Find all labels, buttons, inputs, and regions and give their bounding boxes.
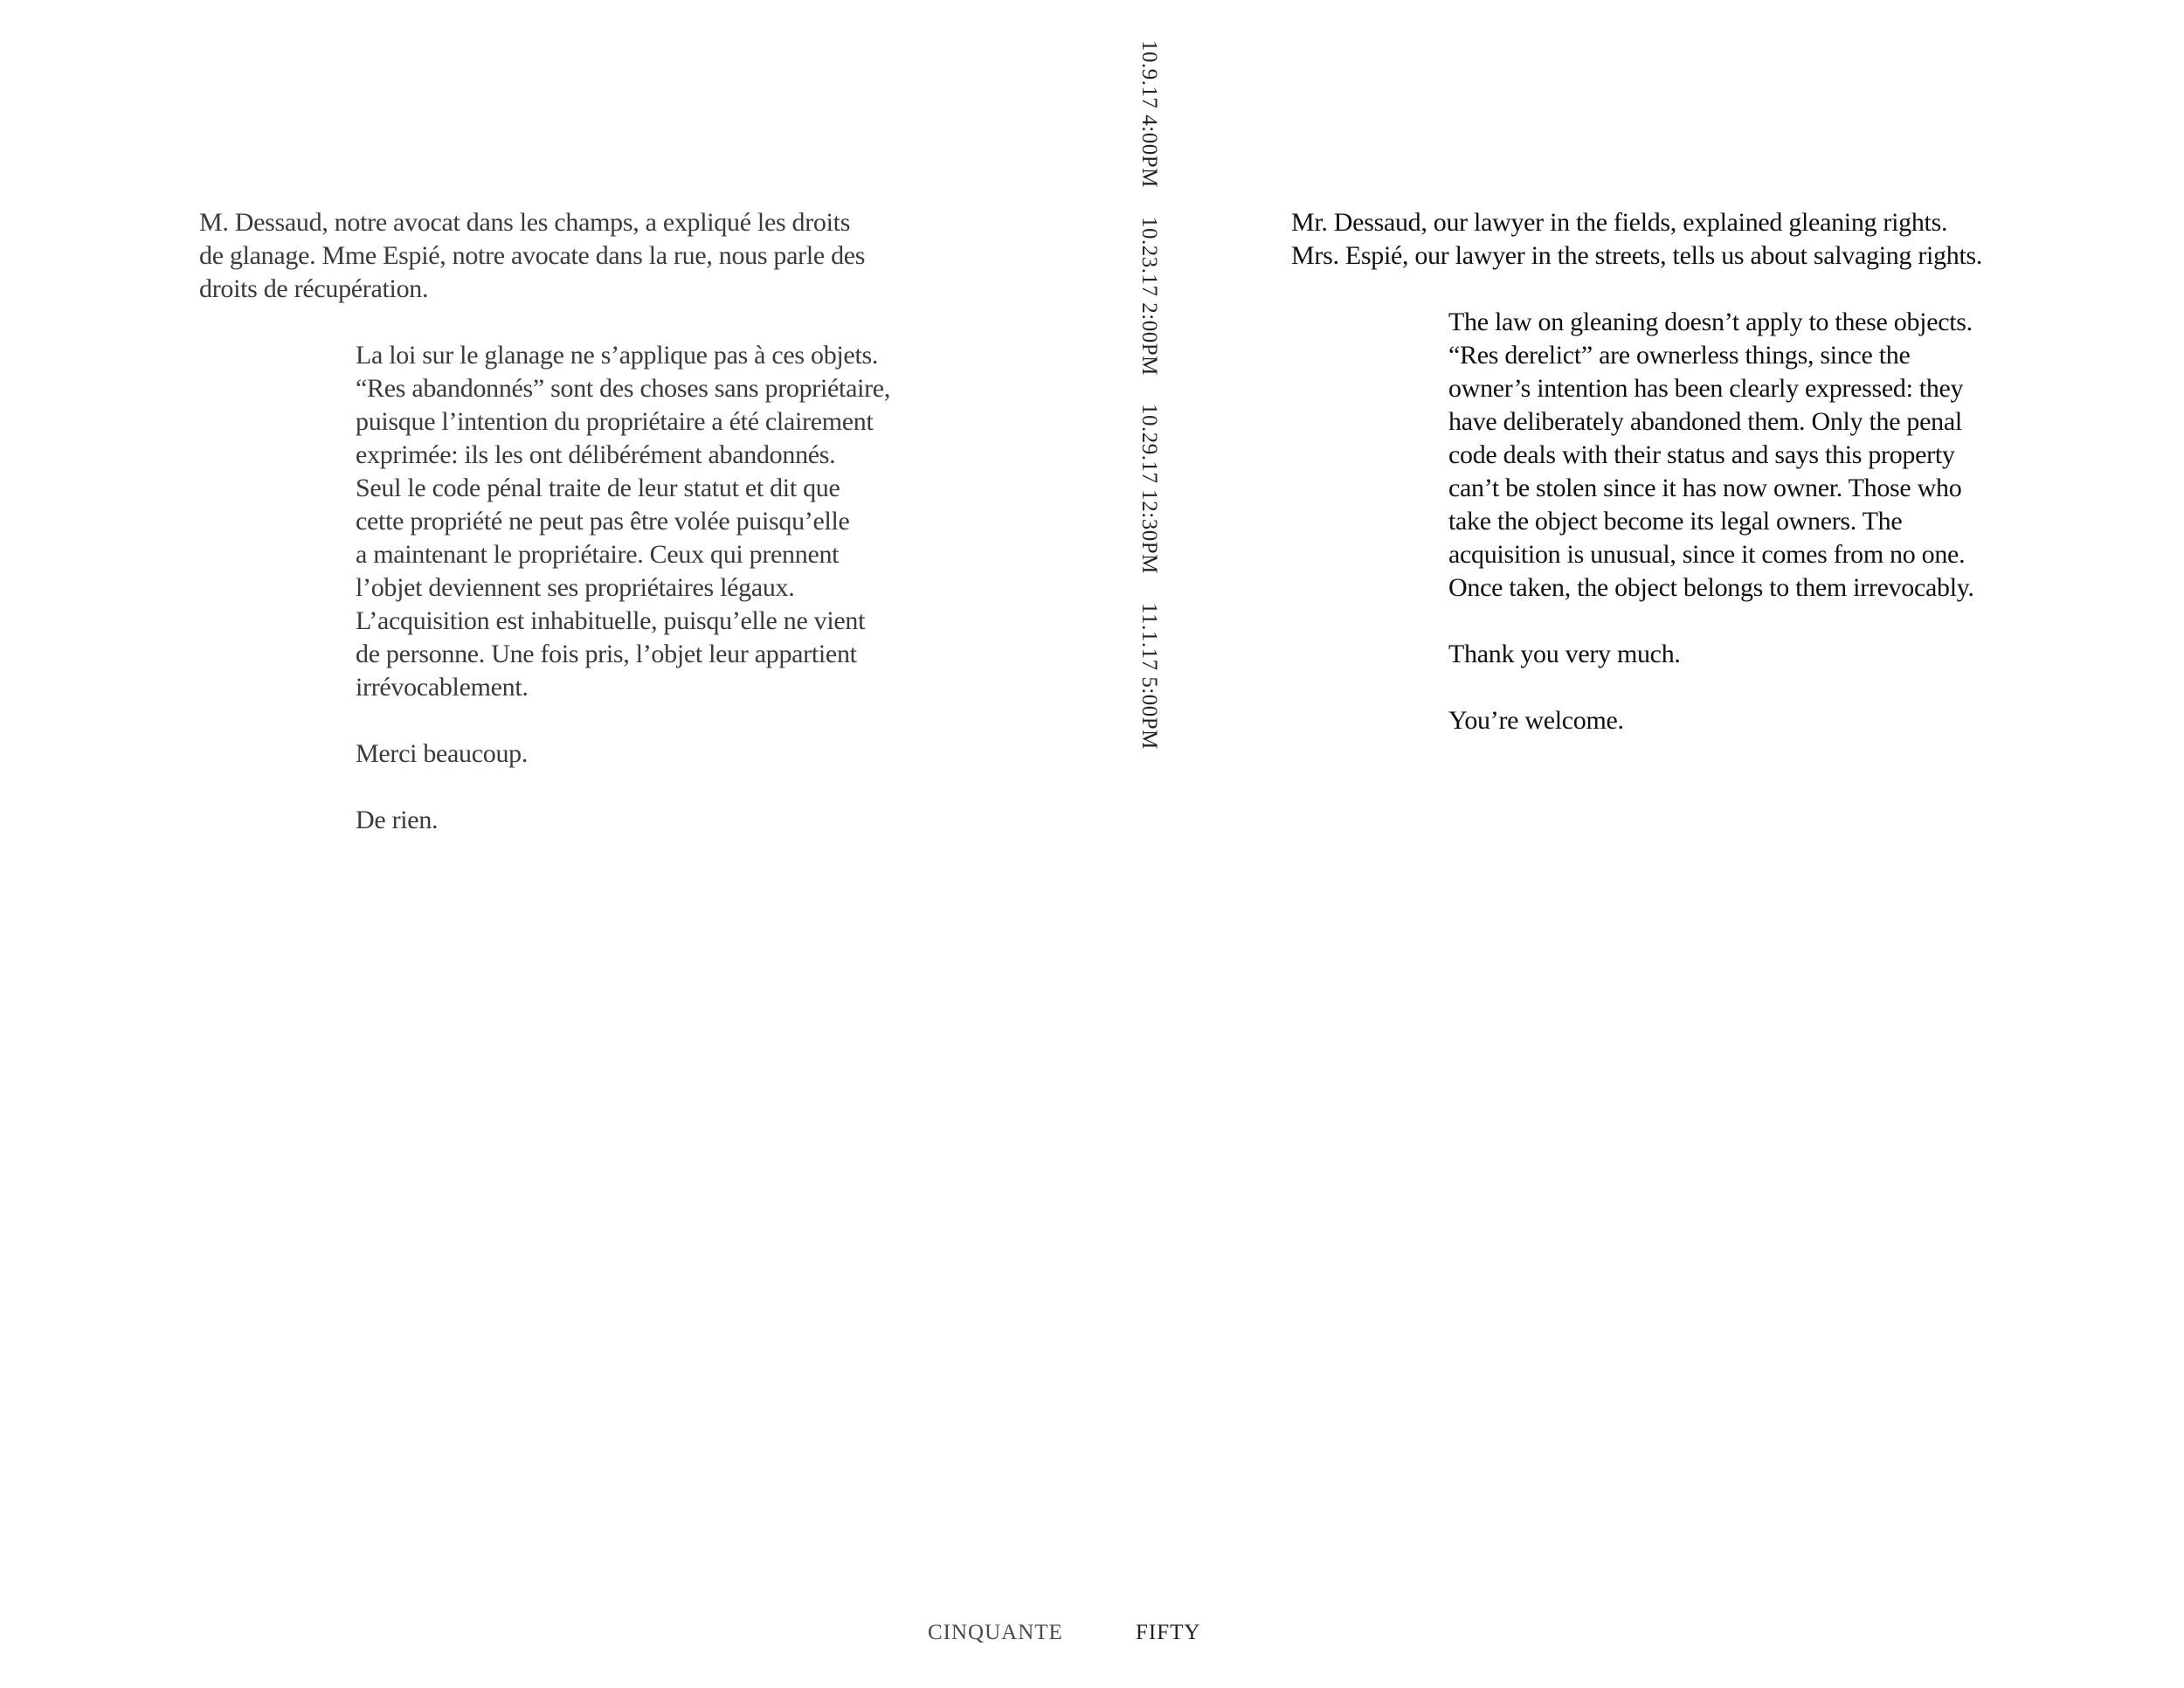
text-line: M. Dessaud, notre avocat dans les champs, a expliqué les droits — [199, 208, 851, 237]
text-line: de glanage. Mme Espié, notre avocate dans la rue, nous parle des — [199, 241, 866, 270]
timestamp: 10.23.17 2:00PM — [1137, 216, 1161, 376]
timestamps — [1127, 40, 1171, 750]
french-thanks: Merci beaucoup. — [356, 739, 529, 768]
english-welcome: You’re welcome. — [1448, 706, 1624, 735]
text-line: exprimée: ils les ont délibérément abandonnés. — [356, 440, 836, 469]
text-line: can’t be stolen since it has now owner. Those who — [1448, 474, 1962, 502]
text-line: Seul le code pénal traite de leur statut et dit que — [356, 474, 840, 502]
text-line: Once taken, the object belongs to them irrevocably. — [1448, 573, 1974, 602]
text-line: La loi sur le glanage ne s’applique pas à ces objets. — [356, 341, 879, 370]
english-intro — [1291, 206, 2077, 273]
french-body-paragraph — [356, 339, 915, 704]
french-intro — [199, 206, 881, 306]
text-line: L’acquisition est inhabituelle, puisqu’elle ne vient — [356, 606, 866, 635]
text-line: take the object become its legal owners. The — [1448, 507, 1903, 536]
text-line: Mrs. Espié, our lawyer in the streets, tells us about salvaging rights. — [1291, 241, 1983, 270]
english-thanks: Thank you very much. — [1448, 640, 1681, 668]
timestamp: 10.9.17 4:00PM — [1137, 40, 1161, 188]
text-line: l’objet deviennent ses propriétaires légaux. — [356, 573, 795, 602]
timestamp: 11.1.17 5:00PM — [1137, 602, 1161, 750]
folio-english: FIFTY — [1136, 1621, 1201, 1644]
english-body — [1448, 306, 2060, 737]
text-line: irrévocablement. — [356, 673, 529, 702]
text-line: code deals with their status and says this property — [1448, 440, 1955, 469]
text-line: The law on gleaning doesn’t apply to these objects. — [1448, 308, 1973, 336]
text-line: acquisition is unusual, since it comes from no one. — [1448, 540, 1966, 569]
text-line: puisque l’intention du propriétaire a été clairement — [356, 407, 874, 436]
english-body-paragraph — [1448, 306, 2060, 605]
timestamp: 10.29.17 12:30PM — [1137, 404, 1161, 575]
text-line: a maintenant le propriétaire. Ceux qui prennent — [356, 540, 840, 569]
text-line: de personne. Une fois pris, l’objet leur appartient — [356, 640, 857, 668]
folio-french: CINQUANTE — [928, 1621, 1063, 1644]
text-line: “Res abandonnés” sont des choses sans propriétaire, — [356, 374, 891, 403]
text-line: Mr. Dessaud, our lawyer in the fields, explained gleaning rights. — [1291, 208, 1948, 237]
french-intro-text — [199, 206, 881, 306]
text-line: droits de récupération. — [199, 274, 429, 303]
text-line: “Res derelict” are ownerless things, since the — [1448, 341, 1911, 370]
text-line: have deliberately abandoned them. Only the penal — [1448, 407, 1962, 436]
text-line: owner’s intention has been clearly expressed: they — [1448, 374, 1964, 403]
french-body — [356, 339, 915, 837]
english-intro-text — [1291, 206, 2077, 273]
french-welcome: De rien. — [356, 806, 439, 834]
text-line: cette propriété ne peut pas être volée puisqu’elle — [356, 507, 850, 536]
